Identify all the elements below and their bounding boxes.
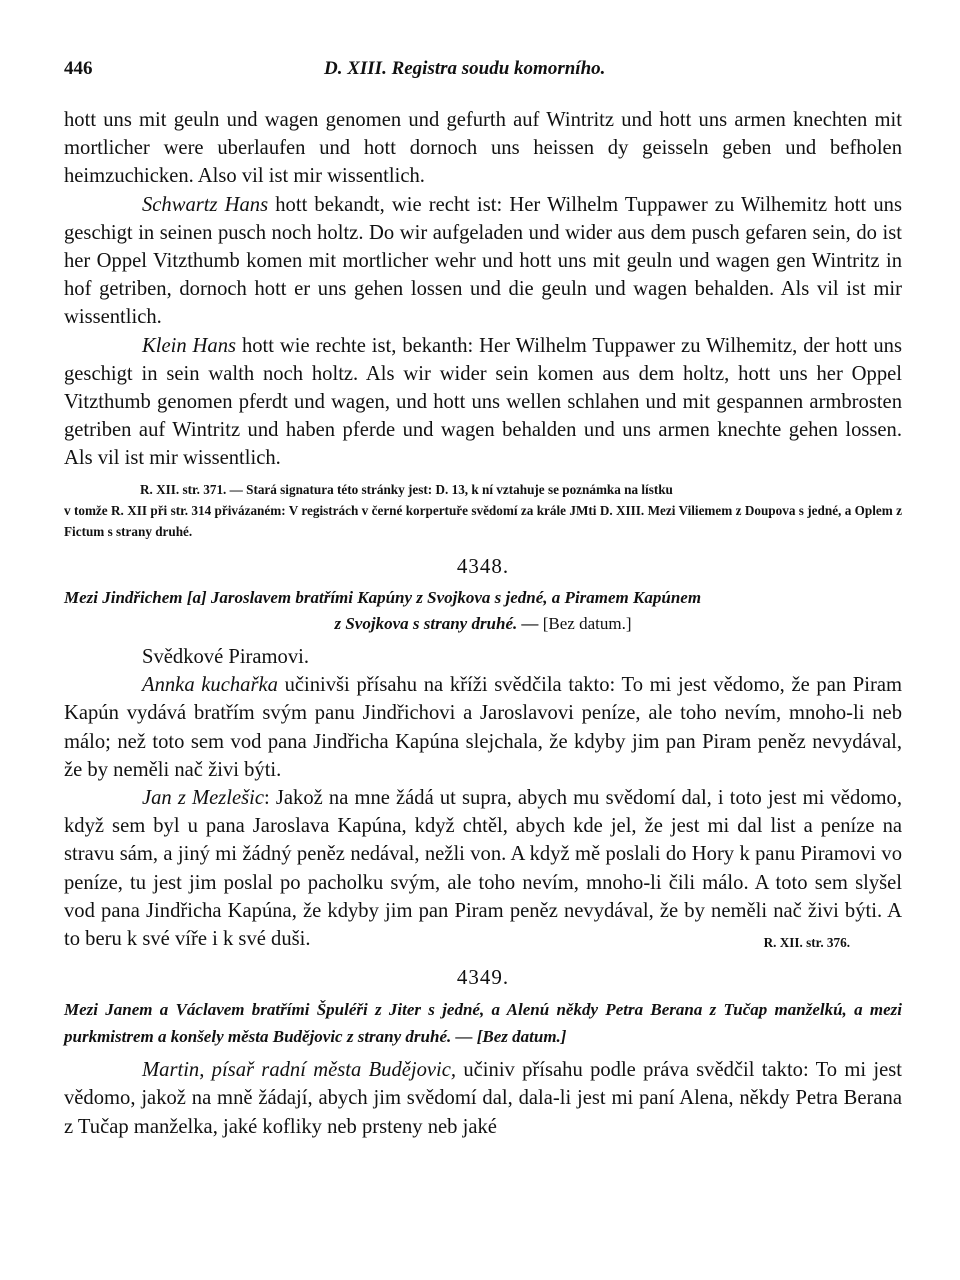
witness-heading: Svědkové Piramovi. (142, 646, 310, 669)
entry-regest (64, 585, 902, 637)
regest-text: z Svojkova s strany druhé. — (334, 614, 543, 634)
previous-entry (64, 106, 902, 473)
regest-date: [Bez datum.] (476, 1027, 567, 1047)
page-number: 446 (64, 58, 93, 79)
running-title: D. XIII. Registra soudu komorního. (324, 58, 606, 79)
testimony-text: hott bekandt, wie recht ist: Her Wilhelm Tuppawer zu Wilhemitz hott uns geschigt in seinen pusch noch holtz. Do wir aufgeladen und wider aus dem pusch gefaren sein, do ist her Oppel Vitzthumb komen mit mortlicher wehr und hott uns mit geuln und wagen gen Wintritz in hof getriben, dornoch hott er uns gehen lossen und die geuln und wagen behalden. Als vil ist mir wissentlich. (64, 193, 902, 329)
running-head (64, 58, 902, 80)
entry-regest (64, 996, 902, 1050)
testimony-text: : Jakož na mne žádá ut supra, abych mu svědomí dal, i toto jest mi vědomo, když sem byl u pana Jaroslava Kapúna, když chtěl, abych kde jel, že jest mi dal list a peníze na stravu sám, a jiný mi žádný peněz nedával, nežli von. A když mě poslali do Hory k panu Piramovi vo peníze, tu jest jim poslal po pacholku svým, ale toho nevím, mnoho-li čili málo. A toto sem slyšel vod pana Jindřicha Kapúna, že kdyby jim pan Piram peněz nevydával, že by neměli nač živi býti. A to beru k své víře i k své duši. (64, 787, 902, 951)
entry-number: 4348. (456, 554, 510, 579)
regest-date: [Bez datum.] (542, 614, 632, 634)
note-line: v tomže R. XII při str. 314 přivázaném: V registrách v černé korpertuře svědomí za krále JMti D. XIII. Mezi Viliemem z Doupova s jedné, a Oplem z Fictum s strany druhé. (64, 502, 902, 540)
witness-name: Jan z Mezlešic (142, 787, 265, 810)
witness-name: Klein Hans (142, 334, 237, 357)
paragraph-continuation: hott uns mit geuln und wagen genomen und gefurth auf Wintritz und hott uns armen knechten mit mortlicher were uberlaufen und hott dornoch uns heissen dy geisseln geben und befholen heimzuchicken. Also vil ist mir wissentlich. (64, 109, 902, 188)
paragraph-jan-z-mezlesic (64, 784, 902, 953)
witness-name: Martin, písař radní města Budějovic, (142, 1059, 457, 1082)
entry-number: 4349. (456, 965, 510, 990)
regest-line: Mezi Jindřichem [a] Jaroslavem bratřími Kapúny z Svojkova s jedné, a Piramem Kapúnem (64, 588, 702, 608)
editorial-note (64, 479, 902, 543)
source-signature: R. XII. str. 376. (763, 935, 850, 951)
testimony-text: hott wie rechte ist, bekanth: Her Wilhelm Tuppawer zu Wilhemitz, der hott uns geschigt in sein walth noch holtz. Als wir wider sein komen aus dem holtz, hott uns her Oppel Vitzthumb genomen pferdt und wagen, und hott uns wellen schlahen und mit gespannen armbrosten getriben auf Wintritz und haben pferde und wagen behalden und uns armen knechte gehen lossen. Als vil ist mir wissentlich. (64, 334, 902, 470)
entry-body (64, 1056, 902, 1141)
note-line: R. XII. str. 371. — Stará signatura této stránky jest: D. 13, k ní vztahuje se poznámka na lístku (140, 481, 673, 497)
testimony-text: učiniv přísahu podle práva svědčil takto: To mi jest vědomo, jakož na mně žádají, abych jim svědomí dal, dala-li jest mi paní Alena, někdy Petra Berana z Tučap manželka, jaké kofliky neb prsteny neb jaké (64, 1059, 902, 1138)
paragraph-schwartz-hans (64, 191, 902, 332)
witness-name: Annka kuchařka (142, 674, 278, 697)
regest-line (64, 611, 902, 637)
regest-text: Mezi Janem a Václavem bratřími Špuléři z Jiter s jedné, a Alenú někdy Petra Berana z Tučap manželkú, a mezi purkmistrem a konšely města Budějovic z strany druhé. — (64, 1000, 902, 1047)
testimony-text: učinivši přísahu na kříži svědčila takto: To mi jest vědomo, že pan Piram Kapún vydává bratřím svým panu Jindřichovi a Jaroslavovi peníze, ale toho nevím, mnoho-li neb málo; než toto sem vod pana Jindřicha Kapúna slejchala, že kdyby jim pan Piram peněz nevydával, že by neměli nač živi býti. (64, 674, 902, 781)
paragraph-annka (64, 671, 902, 784)
witness-name: Schwartz Hans (142, 193, 269, 216)
entry-body (64, 671, 902, 953)
paragraph-martin (64, 1056, 902, 1141)
paragraph-klein-hans (64, 332, 902, 473)
